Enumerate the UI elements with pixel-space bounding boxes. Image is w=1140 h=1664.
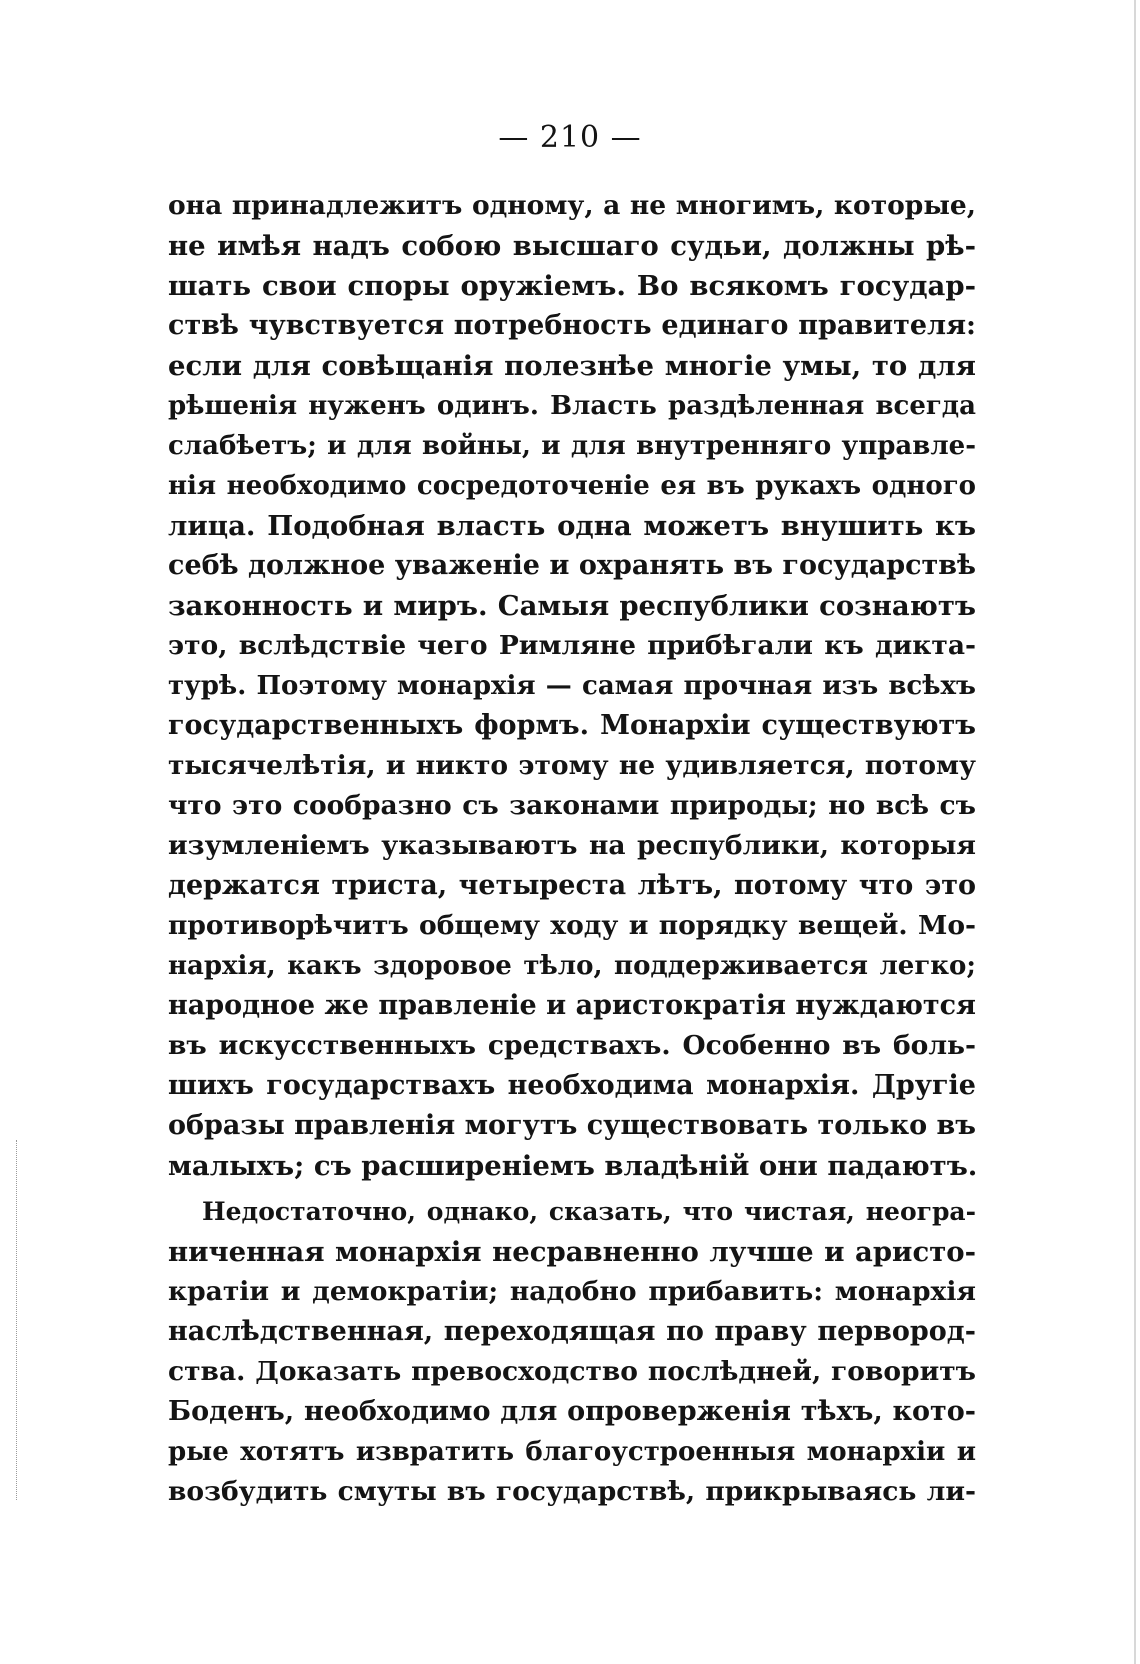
text-line: въ искусственныхъ средствахъ. Особенно въ боль-: [168, 1030, 976, 1061]
text-line: турѣ. Поэтому монархія — самая прочная изъ всѣхъ: [168, 671, 976, 701]
text-line: тысячелѣтія, и никто этому не удивляется, потому: [168, 750, 976, 781]
text-line: Недостаточно, однако, сказать, что чистая, неогра-: [202, 1197, 976, 1226]
text-line: это, вслѣдствіе чего Римляне прибѣгали къ дикта-: [168, 630, 976, 661]
text-line: ствѣ чувствуется потребность единаго правителя:: [168, 310, 976, 341]
text-line: наслѣдственная, переходящая по праву первород-: [168, 1316, 976, 1347]
text-line: она принадлежитъ одному, а не многимъ, которые,: [168, 190, 976, 221]
paragraph-2: [168, 1192, 976, 1512]
text-line: ниченная монархія несравненно лучше и аристо-: [168, 1236, 976, 1268]
text-line: если для совѣщанія полезнѣе многіе умы, то для: [168, 350, 976, 382]
text-line: возбудить смуты въ государствѣ, прикрываясь ли-: [168, 1476, 976, 1507]
text-line: держатся триста, четыреста лѣтъ, потому что это: [168, 870, 976, 901]
text-line: рые хотятъ извратить благоустроенныя монархіи и: [168, 1437, 976, 1467]
text-line: рѣшенія нуженъ одинъ. Власть раздѣленная всегда: [168, 391, 976, 421]
text-line: себѣ должное уваженіе и охранять въ государствѣ: [168, 550, 976, 581]
text-line: противорѣчитъ общему ходу и порядку вещей. Мо-: [168, 910, 976, 941]
body-text: [168, 186, 976, 1512]
margin-dotted-line: [16, 1140, 18, 1500]
text-line: слабѣетъ; и для войны, и для внутренняго управле-: [168, 431, 976, 461]
text-line: изумленіемъ указываютъ на республики, которыя: [168, 830, 976, 861]
text-line: ства. Доказать превосходство послѣдней, говоритъ: [168, 1356, 976, 1387]
text-line: народное же правленіе и аристократія нуждаются: [168, 990, 976, 1021]
text-line: шать свои споры оружіемъ. Во всякомъ государ-: [168, 270, 976, 302]
text-line: Боденъ, необходимо для опроверженія тѣхъ, кото-: [168, 1396, 976, 1427]
page-edge-line: [1134, 0, 1136, 1664]
text-line: государственныхъ формъ. Монархіи существуютъ: [168, 710, 976, 741]
paragraph-1: [168, 186, 976, 1186]
text-line: лица. Подобная власть одна можетъ внушить къ: [168, 510, 976, 542]
text-line: нархія, какъ здоровое тѣло, поддерживается легко;: [168, 951, 976, 981]
text-line: не имѣя надъ собою высшаго судьи, должны рѣ-: [168, 230, 976, 262]
text-line: кратіи и демократіи; надобно прибавить: монархія: [168, 1276, 976, 1307]
text-line: нія необходимо сосредоточеніе ея въ рукахъ одного: [168, 471, 976, 501]
page-number: — 210 —: [498, 120, 642, 155]
text-line: шихъ государствахъ необходима монархія. Другіе: [168, 1070, 976, 1101]
text-line: законность и миръ. Самыя республики сознаютъ: [168, 590, 976, 622]
text-line: что это сообразно съ законами природы; но всѣ съ: [168, 790, 976, 821]
text-line: образы правленія могутъ существовать только въ: [168, 1110, 976, 1141]
text-line: малыхъ; съ расширеніемъ владѣній они падаютъ.: [168, 1150, 978, 1182]
